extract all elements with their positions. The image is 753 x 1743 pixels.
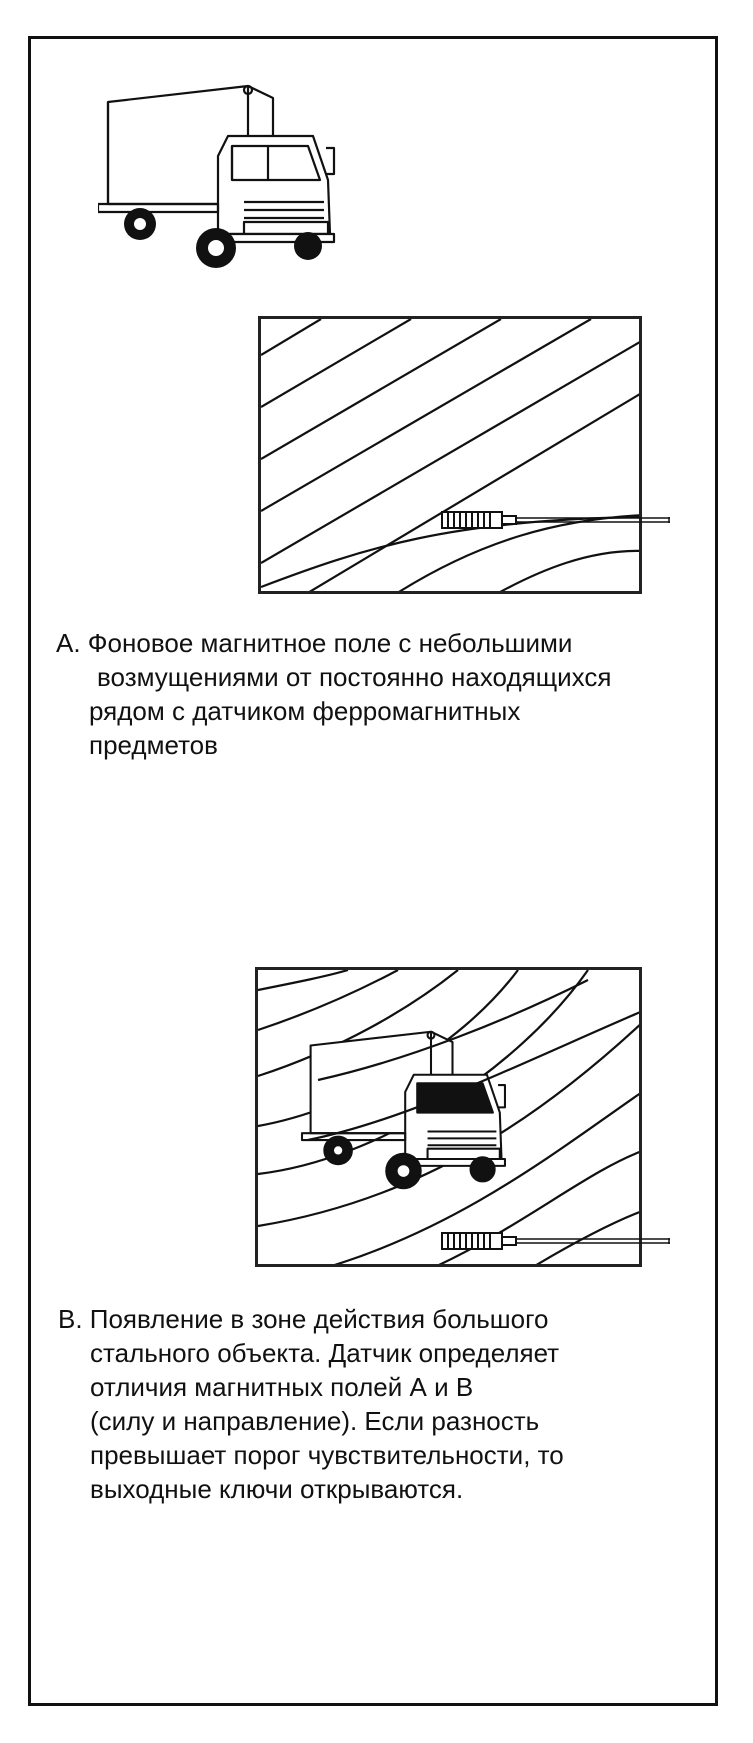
caption-b-line2: стального объекта. Датчик определяет: [90, 1338, 560, 1368]
field-lines: [261, 319, 642, 594]
magnetic-sensor-icon: [440, 1229, 670, 1253]
caption-a: [56, 626, 696, 762]
panel-a-background-field: [258, 316, 642, 594]
truck-icon: [258, 970, 642, 1267]
magnetic-sensor-icon: [440, 508, 670, 532]
caption-a-line3: рядом с датчиком ферромагнитных: [89, 696, 521, 726]
caption-a-line2: возмущениями от постоянно находящихся: [97, 662, 612, 692]
caption-a-line1: А. Фоновое магнитное поле с небольшими: [56, 628, 573, 658]
caption-b: [58, 1302, 698, 1506]
caption-b-line5: превышает порог чувствительности, то: [90, 1440, 564, 1470]
caption-a-line4: предметов: [89, 730, 218, 760]
truck-icon: [98, 84, 346, 274]
caption-b-line6: выходные ключи открываются.: [90, 1474, 464, 1504]
caption-b-line1: В. Появление в зоне действия большого: [58, 1304, 549, 1334]
caption-b-line3: отличия магнитных полей А и В: [90, 1372, 474, 1402]
panel-b-truck-field: [255, 967, 642, 1267]
caption-b-line4: (силу и направление). Если разность: [90, 1406, 540, 1436]
